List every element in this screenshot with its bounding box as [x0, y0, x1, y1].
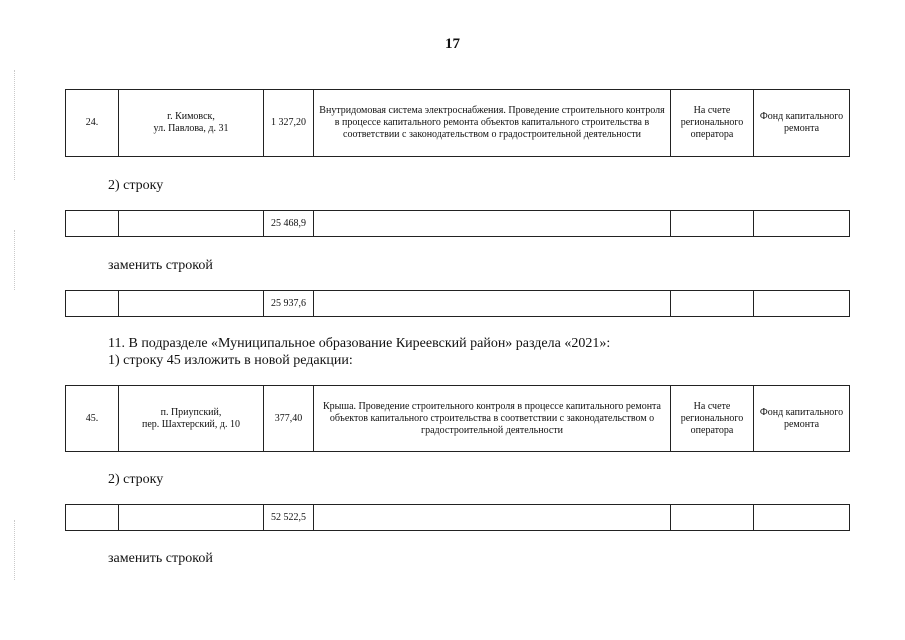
empty-cell: [671, 505, 754, 531]
row-address: п. Приупский, пер. Шахтерский, д. 10: [119, 386, 264, 452]
row-work-description: Внутридомовая система электроснабжения. Проведение строительного контроля в процессе капитального ремонта объектов капитального строительства в соответствии с законодательством о градостроительной деятельности: [314, 90, 671, 157]
empty-cell: [671, 291, 754, 317]
row-fund: Фонд капитального ремонта: [754, 90, 850, 157]
table-row-45: [65, 385, 850, 452]
margin-scan-mark: [14, 70, 16, 180]
row-account: На счете регионального оператора: [671, 386, 754, 452]
row-amount: 1 327,20: [264, 90, 314, 157]
row-fund: Фонд капитального ремонта: [754, 386, 850, 452]
empty-cell: [671, 211, 754, 237]
table-row: [66, 291, 850, 317]
table-row-24: [65, 89, 850, 157]
paragraph-zamenit: заменить строкой: [108, 551, 213, 566]
margin-scan-mark: [14, 520, 16, 580]
table-row: [66, 211, 850, 237]
margin-scan-mark: [14, 230, 16, 290]
row-amount: 377,40: [264, 386, 314, 452]
page-number: 17: [445, 36, 460, 52]
empty-cell: [119, 211, 264, 237]
table-row: [66, 386, 850, 452]
empty-cell: [314, 211, 671, 237]
row-number: 45.: [66, 386, 119, 452]
empty-cell: [314, 505, 671, 531]
row-amount: 52 522,5: [264, 505, 314, 531]
table-row-total-old: [65, 210, 850, 237]
row-number: 24.: [66, 90, 119, 157]
table-row: [66, 90, 850, 157]
empty-cell: [66, 211, 119, 237]
paragraph-stroku: 2) строку: [108, 178, 164, 193]
empty-cell: [119, 505, 264, 531]
row-work-description: Крыша. Проведение строительного контроля в процессе капитального ремонта объектов капитального строительства в соответствии с законодательством о градостроительной деятельности: [314, 386, 671, 452]
empty-cell: [754, 505, 850, 531]
table-row: [66, 505, 850, 531]
paragraph-stroku: 2) строку: [108, 472, 164, 487]
empty-cell: [754, 211, 850, 237]
paragraph-line-45: 1) строку 45 изложить в новой редакции:: [108, 353, 353, 368]
row-address: г. Кимовск, ул. Павлова, д. 31: [119, 90, 264, 157]
table-row-total-old-2: [65, 504, 850, 531]
empty-cell: [754, 291, 850, 317]
empty-cell: [314, 291, 671, 317]
empty-cell: [119, 291, 264, 317]
paragraph-section-11: 11. В подразделе «Муниципальное образование Киреевский район» раздела «2021»:: [108, 336, 611, 351]
empty-cell: [66, 291, 119, 317]
table-row-total-new: [65, 290, 850, 317]
row-amount: 25 468,9: [264, 211, 314, 237]
row-amount: 25 937,6: [264, 291, 314, 317]
paragraph-zamenit: заменить строкой: [108, 258, 213, 273]
row-account: На счете регионального оператора: [671, 90, 754, 157]
empty-cell: [66, 505, 119, 531]
